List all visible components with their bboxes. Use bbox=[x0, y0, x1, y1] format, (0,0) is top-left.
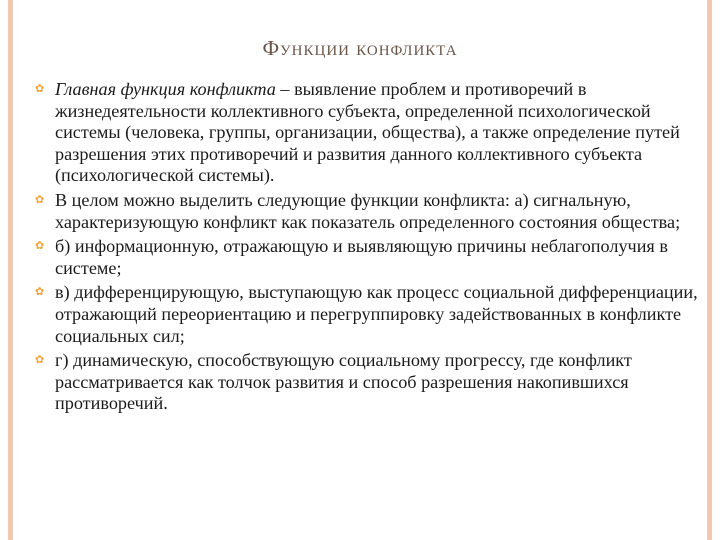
swirl-bullet-icon: ✿ bbox=[35, 83, 45, 95]
right-border-bar bbox=[708, 0, 712, 540]
bullet-text: – выявление проблем и противоречий в жизнедеятельности коллективного субъекта, определенной психологической системы (человека, группы, организации, общества), а также определение путей разрешения этих противоречий и развития данного коллективного субъекта (психологической системы). bbox=[55, 79, 680, 186]
bullet-text: б) информационную, отражающую и выявляющую причины неблагополучия в системе; bbox=[55, 236, 668, 278]
swirl-bullet-icon: ✿ bbox=[35, 193, 45, 206]
bullet-lead: Главная функция конфликта bbox=[55, 79, 276, 99]
bullet-item bbox=[31, 79, 701, 187]
bullet-text: г) динамическую, способствующую социальному прогрессу, где конфликт рассматривается как толчок развития и способ разрешения накопившихся противоречий. bbox=[55, 350, 632, 414]
swirl-bullet-icon: ✿ bbox=[35, 286, 45, 299]
bullet-text: В целом можно выделить следующие функции конфликта: а) сигнальную, характеризующую конфликт как показатель определенного состояния общества; bbox=[55, 189, 681, 232]
bullet-item bbox=[31, 350, 701, 415]
bullet-item bbox=[31, 190, 701, 233]
swirl-bullet-icon: ✿ bbox=[35, 240, 45, 253]
bullet-list bbox=[31, 79, 701, 418]
slide-title: Функции конфликта bbox=[262, 36, 458, 60]
swirl-bullet-icon: ✿ bbox=[35, 354, 45, 367]
slide bbox=[12, 0, 708, 540]
bullet-text: в) дифференцирующую, выступающую как процесс социальной дифференциации, отражающий переориентацию и перегруппировку задействованных в конфликте социальных сил; bbox=[55, 282, 698, 346]
bullet-item bbox=[31, 236, 701, 279]
bullet-item bbox=[31, 282, 701, 347]
